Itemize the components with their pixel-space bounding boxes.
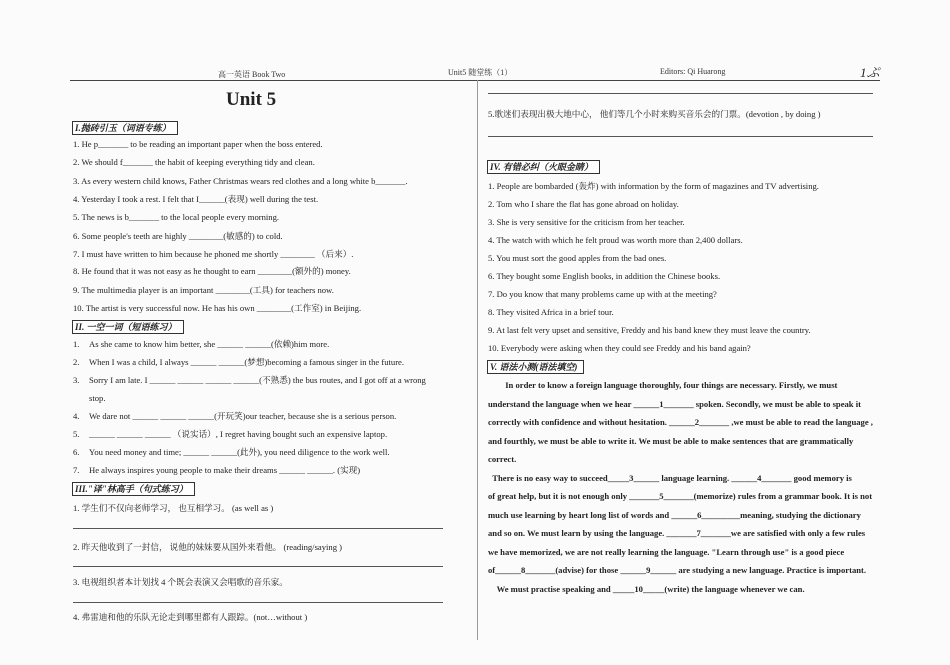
s1-item-1: 1. He p_______ to be reading an important paper when the boss entered.: [73, 139, 323, 149]
section-4-heading: IV. 有错必纠（火眼金睛）: [487, 160, 600, 174]
s1-item-6: 6. Some people's teeth are highly ________(敏感的) to cold.: [73, 231, 283, 241]
s3-item-2: 2. 昨天他收到了一封信， 说他的妹妹要从国外来看他。 (reading/saying ): [73, 542, 343, 552]
column-divider: [477, 80, 478, 640]
cloze-line-2: understand the language when we hear ______1_______ spoken. Secondly, we must be able to speak it: [488, 398, 861, 409]
s2-item-num-2: 2.: [73, 357, 80, 367]
s1-item-2: 2. We should f_______ the habit of keeping everything tidy and clean.: [73, 157, 315, 167]
r-top-item: 5.歌迷们表现出极大地中心， 他们等几个小时来购买音乐会的门票。(devotion , by doing ): [488, 109, 821, 119]
s3-answer-line-1[interactable]: [73, 528, 443, 529]
cloze-line-5: correct.: [488, 454, 517, 464]
s2-item-num-3: 3.: [73, 375, 80, 385]
s3-answer-line-2[interactable]: [73, 566, 443, 567]
s4-item-5: 5. You must sort the good apples from the bad ones.: [488, 253, 667, 263]
cloze-line-3: correctly with confidence and without hesitation. ______2_______ ,we must be able to read the language ,: [488, 417, 873, 427]
unit-title: Unit 5: [226, 89, 277, 110]
section-5-heading: V. 语法小测(语法填空): [487, 360, 584, 374]
header-left: 高一英语 Book Two: [218, 70, 286, 79]
cloze-line-8: much use learning by heart long list of words and ______6_________meaning, studying the dictionary: [488, 509, 861, 520]
s1-item-5: 5. The news is b_______ to the local people every morning.: [73, 212, 280, 222]
s4-item-3: 3. She is very sensitive for the criticism from her teacher.: [488, 217, 685, 227]
s3-answer-line-3[interactable]: [73, 602, 443, 603]
s3-item-3: 3. 电视组织者本计划找 4 个既会表演又会唱歌的音乐家。: [73, 577, 288, 587]
s2-item-num-4: 4.: [73, 411, 80, 421]
s2-item-num-6: 6.: [73, 447, 80, 457]
header-rule: [70, 80, 880, 81]
s4-item-4: 4. The watch with which he felt proud was worth more than 2,400 dollars.: [488, 235, 743, 245]
s2-item-3: Sorry I am late. I ______ ______ ______ ______(不熟悉) the bus routes, and I got off at a wrong: [89, 375, 426, 385]
s1-item-10: 10. The artist is very successful now. He has his own ________(工作室) in Beijing.: [73, 303, 362, 313]
cloze-line-4: and fourthly, we must be able to write it. We must be able to make sentences that are grammatically: [488, 435, 854, 446]
r-answer-line-top[interactable]: [488, 93, 873, 94]
s1-item-9: 9. The multimedia player is an important ________(工具) for teachers now.: [73, 285, 334, 295]
s2-item-5: ______ ______ ______ （说实话）, I regret having bought such an expensive laptop.: [89, 429, 388, 439]
r-answer-line-top-2[interactable]: [488, 136, 873, 137]
header-right: Editors: Qi Huarong: [660, 67, 726, 76]
cloze-passage: [488, 376, 883, 598]
s2-item-num-5: 5.: [73, 429, 80, 439]
s1-item-8: 8. He found that it was not easy as he thought to earn ________(额外的) money.: [73, 266, 351, 276]
s2-item-6: You need money and time; ______ ______(此外), you need diligence to the work well.: [89, 447, 390, 457]
s2-item-2: When I was a child, I always ______ ______(梦想)becoming a famous singer in the future.: [89, 357, 405, 367]
s1-item-7: 7. I must have written to him because he phoned me shortly ________ （后来）.: [73, 249, 354, 259]
s2-item-7: He always inspires young people to make their dreams ______ ______. (实现): [89, 465, 361, 475]
cloze-line-7: of great help, but it is not enough only _______5_______(memorize) rules from a grammar book. It is not: [488, 491, 873, 501]
page-mark: 1ぷ: [860, 65, 880, 80]
s2-item-num-1: 1.: [73, 339, 80, 349]
s4-item-6: 6. They bought some English books, in addition the Chinese books.: [488, 271, 721, 281]
s4-item-1: 1. People are bombarded (轰炸) with information by the form of magazines and TV advertising.: [488, 181, 819, 191]
s4-item-2: 2. Tom who I share the flat has gone abroad on holiday.: [488, 199, 679, 209]
s1-item-3: 3. As every western child knows, Father Christmas wears red clothes and a long white b_______.: [73, 176, 408, 186]
s4-item-10: 10. Everybody were asking when they could see Freddy and his band again?: [488, 343, 751, 353]
s1-item-4: 4. Yesterday I took a rest. I felt that I______(表现) well during the test.: [73, 194, 319, 204]
s2-item-3-cont: stop.: [89, 393, 106, 403]
cloze-line-9: and so on. We must learn by using the language. _______7_______we are satisfied with only a few rules: [488, 528, 866, 538]
cloze-line-1: In order to know a foreign language thoroughly, four things are necessary. Firstly, we must: [488, 380, 838, 390]
s4-item-9: 9. At last felt very upset and sensitive, Freddy and his band knew they must leave the country.: [488, 325, 811, 335]
s2-item-num-7: 7.: [73, 465, 80, 475]
s2-item-1: As she came to know him better, she ______ ______(依赖)him more.: [89, 339, 330, 349]
s4-item-8: 8. They visited Africa in a brief tour.: [488, 307, 614, 317]
s4-item-7: 7. Do you know that many problems came up with at the meeting?: [488, 289, 717, 299]
s3-item-1: 1. 学生们不仅向老师学习， 也互相学习。 (as well as ): [73, 503, 274, 513]
cloze-line-11: of______8_______(advise) for those ______9______ are studying a new language. Practice is important.: [488, 565, 867, 575]
section-1-heading: I.抛砖引玉（词语专练）: [72, 121, 178, 135]
s3-item-4: 4. 弗雷迪和他的乐队无论走到哪里都有人跟踪。(not…without ): [73, 612, 308, 622]
cloze-line-10: we have memorized, we are not really learning the language. "Learn through use" is a good piece: [488, 546, 845, 557]
section-3-heading: III."译"林高手（句式练习）: [72, 482, 195, 496]
header-center: Unit5 随堂练（1）: [448, 68, 513, 77]
s2-item-4: We dare not ______ ______ ______(开玩笑)our teacher, because she is a serious person.: [89, 411, 397, 421]
cloze-line-12: We must practise speaking and _____10_____(write) the language whenever we can.: [488, 583, 805, 594]
cloze-line-6: There is no easy way to succeed_____3______ language learning. ______4_______ good memory is: [488, 472, 852, 483]
section-2-heading: II. 一空一词（短语练习）: [72, 320, 184, 334]
